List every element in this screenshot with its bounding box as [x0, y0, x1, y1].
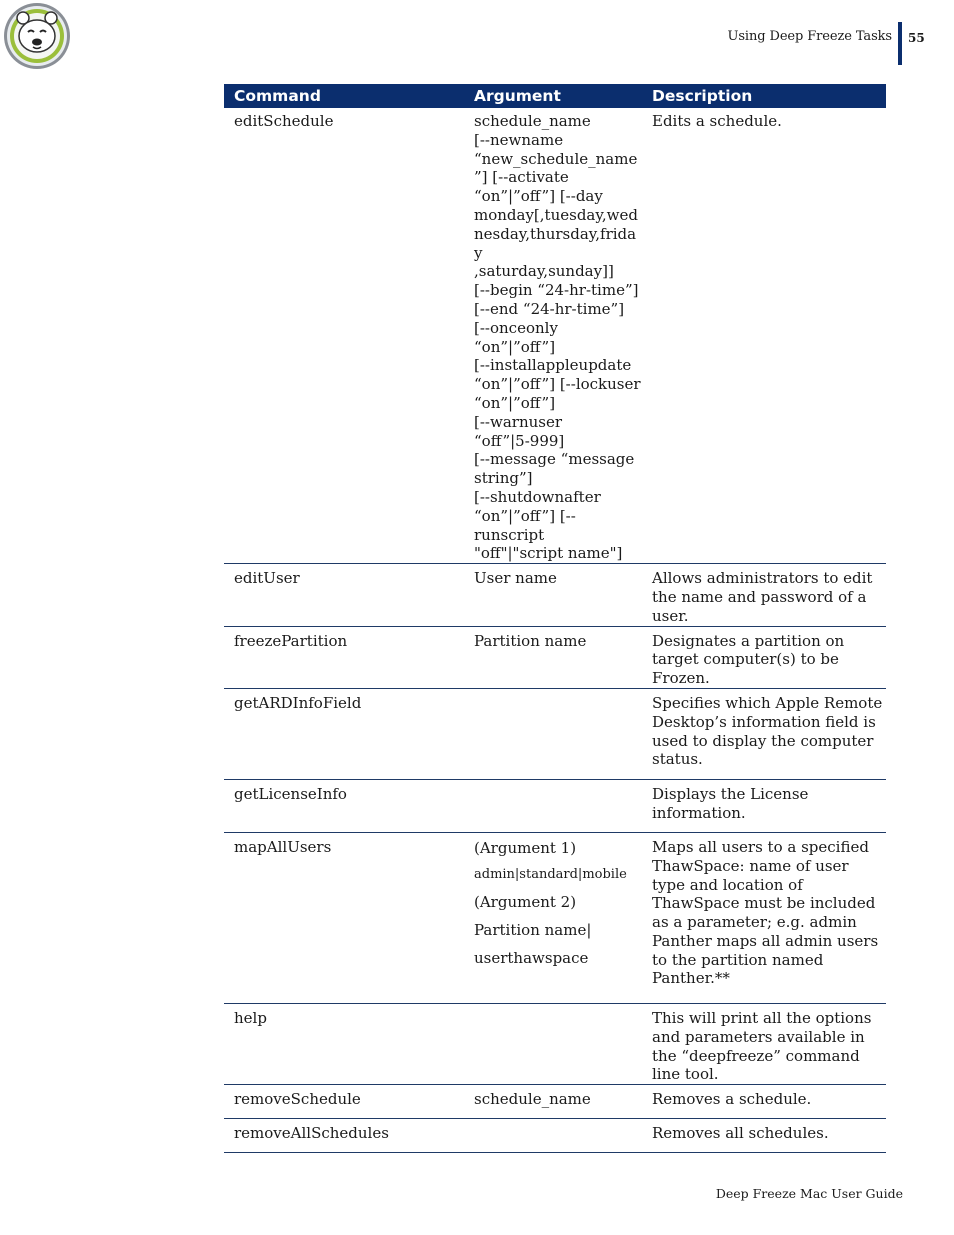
- command-cell: getLicenseInfo: [224, 779, 464, 832]
- header-divider: [898, 22, 902, 65]
- footer-guide-title: Deep Freeze Mac User Guide: [715, 1186, 903, 1201]
- argument-line: (Argument 2): [474, 892, 577, 911]
- argument-line: [--onceonly “on”|”off”]: [474, 318, 558, 356]
- argument-line: [--installappleupdate: [474, 356, 632, 375]
- column-header-description: Description: [642, 84, 886, 108]
- argument-line: "off"|"script name"]: [474, 544, 623, 563]
- table-header-row: [224, 84, 886, 108]
- description-cell: Displays the License information.: [642, 779, 886, 832]
- column-header-command: Command: [224, 84, 464, 108]
- command-cell: freezePartition: [224, 626, 464, 688]
- description-cell: Allows administrators to edit the name and password of a user.: [642, 564, 886, 626]
- argument-line: “on”|”off”] [--lockuser: [474, 375, 641, 394]
- command-cell: help: [224, 1003, 464, 1084]
- argument-line: [--newname: [474, 130, 564, 149]
- argument-cell: [464, 779, 642, 832]
- argument-line: schedule_name: [474, 112, 591, 130]
- argument-line: monday[,tuesday,wed: [474, 205, 638, 224]
- table-row: [224, 688, 886, 779]
- argument-line: ,saturday,sunday]]: [474, 262, 614, 281]
- description-cell: This will print all the options and parameters available in the “deepfreeze” command line tool.: [642, 1003, 886, 1084]
- argument-line: “on”|”off”]: [474, 393, 556, 412]
- command-cell: removeSchedule: [224, 1085, 464, 1119]
- argument-cell: [464, 688, 642, 779]
- argument-line: userthawspace: [474, 948, 589, 967]
- description-cell: Removes a schedule.: [642, 1085, 886, 1119]
- table-row: [224, 626, 886, 688]
- description-cell: Edits a schedule.: [642, 108, 886, 564]
- table-row: [224, 1119, 886, 1153]
- argument-cell: User name: [464, 564, 642, 626]
- argument-line: (Argument 1): [474, 838, 577, 857]
- polar-bear-logo: [3, 2, 71, 70]
- argument-line: admin|standard|mobile: [474, 866, 627, 882]
- argument-line: [--message “message: [474, 450, 635, 469]
- table-row: [224, 779, 886, 832]
- table-row: [224, 564, 886, 626]
- command-cell: getARDInfoField: [224, 688, 464, 779]
- argument-line: “off”|5-999]: [474, 431, 565, 450]
- command-cell: mapAllUsers: [224, 832, 464, 1003]
- command-cell: editUser: [224, 564, 464, 626]
- argument-cell: [464, 1003, 642, 1084]
- command-cell: removeAllSchedules: [224, 1119, 464, 1153]
- argument-line: nesday,thursday,friday: [474, 224, 637, 262]
- argument-line: [--end “24-hr-time”]: [474, 299, 625, 318]
- command-cell: editSchedule: [224, 108, 464, 564]
- argument-line: ”] [--activate: [474, 168, 569, 187]
- description-cell: Designates a partition on target computer(s) to be Frozen.: [642, 626, 886, 688]
- argument-cell: [464, 1119, 642, 1153]
- column-header-argument: Argument: [464, 84, 642, 108]
- argument-cell: Partition name: [464, 626, 642, 688]
- argument-line: “on”|”off”] [--runscript: [474, 506, 576, 544]
- header-title: Using Deep Freeze Tasks: [727, 29, 892, 44]
- table-row: [224, 1085, 886, 1119]
- argument-cell: [464, 832, 642, 1003]
- table-row: [224, 832, 886, 1003]
- description-cell: Specifies which Apple Remote Desktop’s information field is used to display the computer status.: [642, 688, 886, 779]
- argument-line: “on”|”off”] [--day: [474, 187, 603, 206]
- argument-line: [--begin “24-hr-time”]: [474, 281, 639, 300]
- argument-line: [--shutdownafter: [474, 487, 601, 506]
- table-row: [224, 1003, 886, 1084]
- argument-cell: [464, 108, 642, 564]
- argument-line: Partition name|: [474, 920, 592, 939]
- argument-line: “new_schedule_name: [474, 149, 638, 168]
- argument-line: string”]: [474, 469, 533, 488]
- argument-line: [--warnuser: [474, 412, 563, 431]
- description-cell: Removes all schedules.: [642, 1119, 886, 1153]
- table-row: [224, 108, 886, 564]
- argument-cell: schedule_name: [464, 1085, 642, 1119]
- description-cell: Maps all users to a specified ThawSpace: name of user type and location of ThawSpace must be included as a parameter; e.g. admin Panther maps all admin users to the partition named Panther.**: [642, 832, 886, 1003]
- commands-table: [224, 84, 886, 1153]
- page-number: 55: [908, 31, 925, 45]
